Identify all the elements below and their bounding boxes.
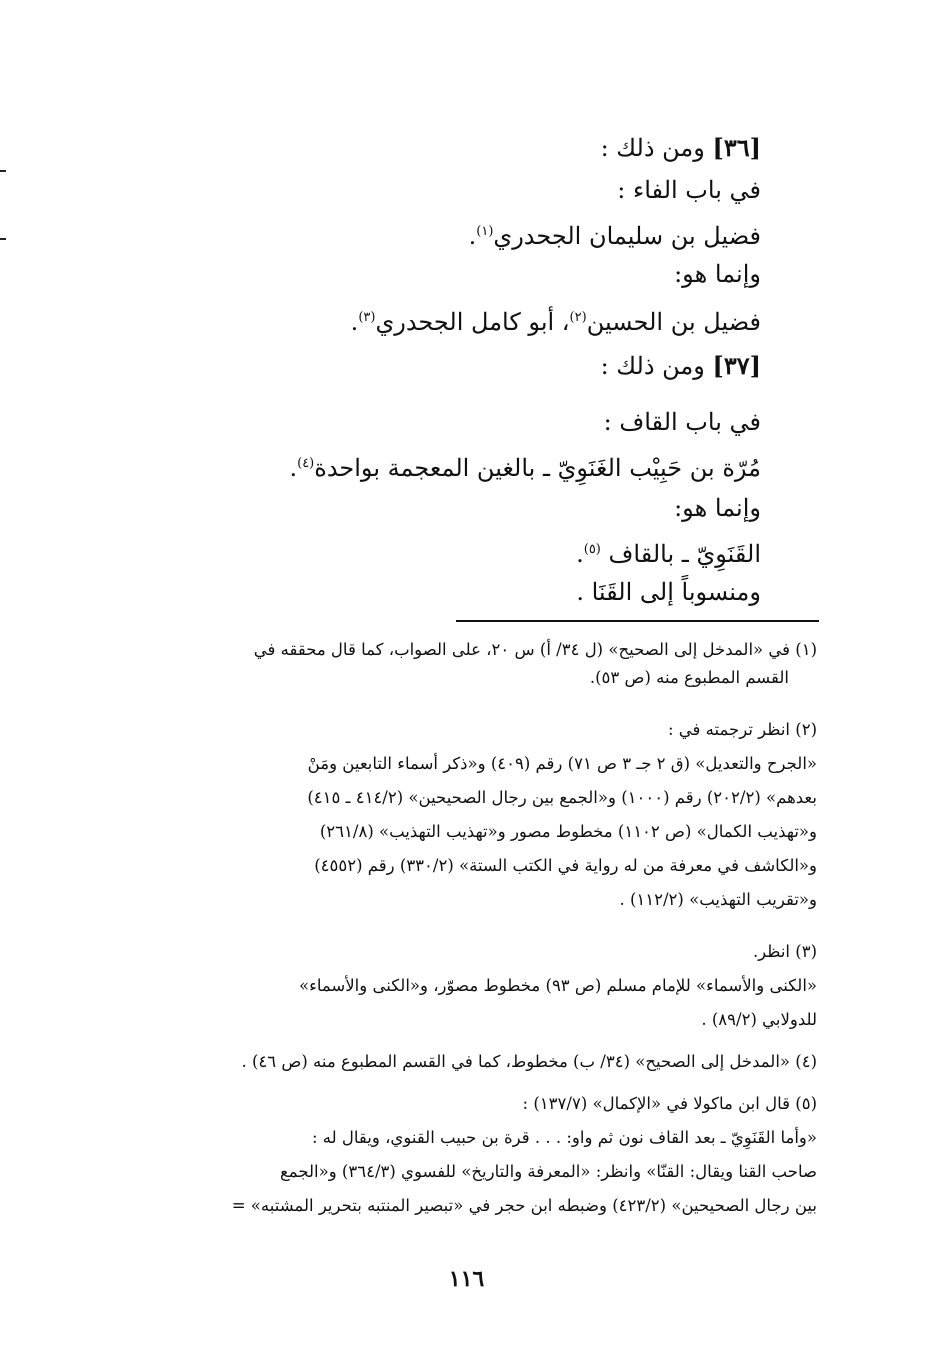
chapter-line: في باب القاف :: [603, 408, 761, 436]
footnote-ref: (٢): [569, 310, 587, 325]
margin-mark: [0, 238, 6, 240]
footnote-line: صاحب القنا ويقال: القنّا» وانظر: «المعرفة والتاريخ» للفسوي (٣٦٤/٣) و«الجمع: [280, 1162, 817, 1181]
footnote-line: «وأما القَنَوِيّ ـ بعد القاف نون ثم واو: . . . قرة بن حبيب القنوي، ويقال له :: [311, 1128, 817, 1147]
footnote-line: بين رجال الصحيحين» (٤٢٣/٢) وضبطه ابن حجر في «تبصير المنتبه بتحرير المشتبه» =: [231, 1196, 817, 1215]
footnote-line: و«تهذيب الكمال» (ص ١١٠٢) مخطوط مصور و«تهذيب التهذيب» (٢٦١/٨): [319, 822, 817, 841]
footnote-ref: (٣): [358, 310, 376, 325]
entry-intro: ومن ذلك :: [600, 134, 705, 162]
page-number: ١١٦: [448, 1266, 485, 1292]
correction-line: وإنما هو:: [674, 260, 761, 288]
correction-line: وإنما هو:: [674, 494, 761, 522]
footnote-ref: (٥): [583, 542, 601, 557]
footnote-line: (٤) «المدخل إلى الصحيح» (٣٤/ ب) مخطوط، كما في القسم المطبوع منه (ص ٤٦) .: [241, 1052, 817, 1071]
footnote-line: «الجرح والتعديل» (ق ٢ جـ ٣ ص ٧١) رقم (٤٠٩) و«ذكر أسماء التابعين ومَنْ: [307, 754, 817, 773]
chapter-line: في باب الفاء :: [617, 176, 761, 204]
footnote-line: للدولابي (٨٩/٢) .: [701, 1010, 817, 1029]
attribution-line: ومنسوباً إلى القَنَا .: [576, 578, 761, 606]
footnote-line: «الكنى والأسماء» للإمام مسلم (ص ٩٣) مخطوط مصوّر، و«الكنى والأسماء»: [299, 976, 817, 995]
name-line: القَنَوِيّ ـ بالقاف $^{(٥)}$.: [576, 540, 761, 568]
footnote-ref: (١): [476, 224, 494, 239]
footnote-line: و«تقريب التهذيب» (١١٢/٢) .: [619, 890, 817, 909]
entry-36-heading: [601, 128, 761, 168]
name-line: فضيل بن سليمان الجحدري$^{(١)}$.: [468, 222, 761, 250]
footnote-line: القسم المطبوع منه (ص ٥٣).: [589, 668, 789, 687]
name-line: فضيل بن الحسين$^{(٢)}$، أبو كامل الجحدري$^{(٣)}$.: [350, 308, 761, 336]
margin-mark: [0, 170, 6, 172]
entry-number: [٣٧]: [712, 351, 761, 380]
footnote-line: و«الكاشف في معرفة من له رواية في الكتب الستة» (٣٣٠/٢) رقم (٤٥٥٢): [314, 856, 817, 875]
name-line: مُرّة بن حَبِيْب الغَنَوِيّ ـ بالغين المعجمة بواحدة$^{(٤)}$.: [289, 454, 761, 482]
footnote-line: (١) في «المدخل إلى الصحيح» (ل ٣٤/ أ) س ٢٠، على الصواب، كما قال محققه في: [253, 640, 817, 659]
footnote-line: (٣) انظر.: [752, 942, 817, 961]
footnote-separator: [456, 620, 819, 622]
footnote-line: (٢) انظر ترجمته في :: [667, 720, 817, 739]
footnote-line: بعدهم» (٢٠٢/٢) رقم (١٠٠٠) و«الجمع بين رجال الصحيحين» (٤١٤/٢ ـ ٤١٥): [307, 788, 817, 807]
footnote-ref: (٤): [297, 456, 315, 471]
entry-intro: ومن ذلك :: [600, 352, 705, 380]
entry-37-heading: [601, 346, 761, 386]
entry-number: [٣٦]: [712, 133, 761, 162]
footnote-line: (٥) قال ابن ماكولا في «الإكمال» (١٣٧/٧) :: [522, 1094, 817, 1113]
